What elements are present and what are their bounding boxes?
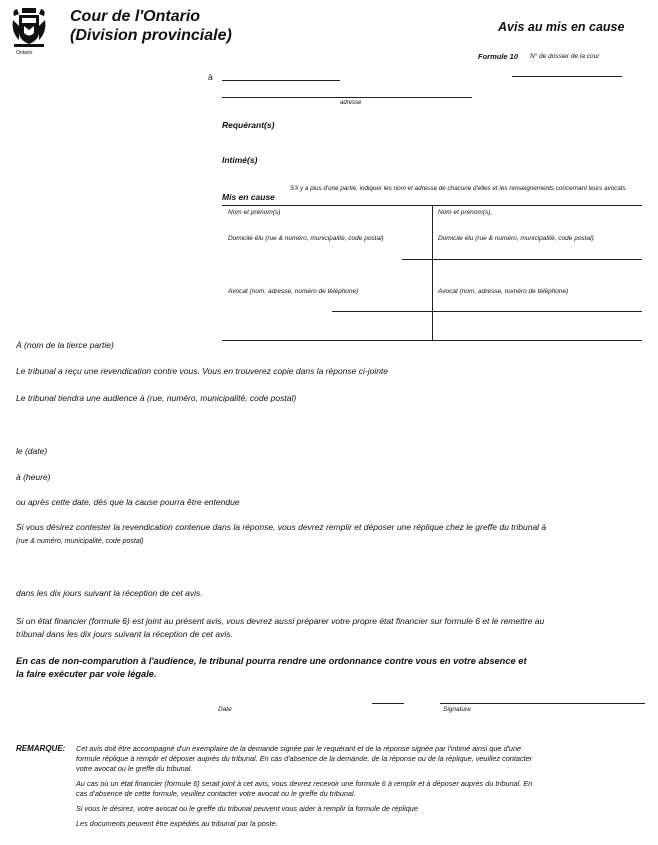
address-label: adresse [340,100,362,106]
remark-p4: Les documents peuvent être expédiés au tribunal par la poste. [76,819,278,828]
warning-text-line1: En cas de non-comparution à l'audience, le tribunal pourra rendre une ordonnance contre vous en votre absence et [16,656,527,666]
file-number-label: N° de dossier de la cour [530,53,600,60]
date-field-label: le (date) [16,446,48,456]
form-number: Formule 10 [478,52,519,61]
remarks-block [76,744,646,829]
financial-text-line2: tribunal dans les dix jours suivant la réception de cet avis. [16,629,233,639]
recipient-name-line[interactable] [222,80,340,81]
remarks-label: REMARQUE: [16,744,66,753]
remark-p2-line1: Au cas où un état financier (formule 6) serait joint à cet avis, vous devrez recevoir une formule 6 à remplir et à déposer auprès du tribunal. En [76,779,533,788]
domicile-label-right: Domicile élu (rue & numéro, municipalité, code postal) [438,235,594,242]
domicile-label-left: Domicile élu (rue & numéro, municipalité, code postal) [228,235,384,242]
third-party-table [222,205,642,341]
ontario-crest-logo [10,6,48,56]
hour-field-label: à (heure) [16,472,51,482]
third-party-note: S'il y a plus d'une partie, indiquer les nom et adresse de chacune d'elles et les renseignements concernant leurs avocats [290,185,626,192]
name-label-left: Nom et prénom(s) [228,209,281,216]
date-signature-line[interactable] [372,703,404,704]
to-third-party: À (nom de la tierce partie) [16,340,114,350]
signature-label: Signature [443,706,471,713]
signature-line[interactable] [440,703,645,704]
lawyer-label-left: Avocat (nom, adresse, numéro de téléphone) [228,288,359,295]
crest-label: Ontario [16,50,33,56]
a-label: à [208,72,213,82]
contest-text-line1: Si vous désirez contester la revendication contenue dans la réponse, vous devrez remplir et déposer une réplique chez le greffe du tribunal à [16,522,547,532]
remark-p1-line3: votre avocat ou le greffe du tribunal. [76,764,193,773]
claim-text: Le tribunal a reçu une revendication contre vous. Vous en trouverez copie dans la réponse ci-jointe [16,366,389,376]
court-name-line2: (Division provinciale) [70,27,232,44]
or-after-text: ou après cette date, dès que la cause pourra être entendue [16,497,240,507]
warning-text-line2: la faire exécuter par voie légale. [16,669,157,679]
name-label-right: Nom et prénom(s), [438,209,493,216]
third-party-label: Mis en cause [222,192,275,202]
remark-p3: Si vous le désirez, votre avocat ou le greffe du tribunal peuvent vous aider à remplir la formule de réplique [76,804,418,813]
remark-p2-line2: cas d'absence de cette formule, veuillez contacter votre avocat ou le greffe du tribunal. [76,789,356,798]
hearing-text: Le tribunal tiendra une audience à (rue, numéro, municipalité, code postal) [16,393,297,403]
lawyer-label-right: Avocat (nom, adresse, numéro de téléphone) [438,288,569,295]
financial-text-line1: Si un état financier (formule 6) est joint au présent avis, vous devrez aussi préparer votre propre état financier sur formule 6 et le remettre au [16,616,545,626]
crest-icon [10,6,48,50]
court-name-line1: Cour de l'Ontario [70,8,201,25]
respondent-label: Intimé(s) [222,155,258,165]
ten-days-text: dans les dix jours suivant la réception de cet avis. [16,588,203,598]
applicant-label: Requérant(s) [222,120,275,130]
contest-text-line2: (rue & numéro, municipalité, code postal) [16,538,144,545]
date-sign-label: Date [218,706,232,713]
remark-p1-line1: Cet avis doit être accompagné d'un exemplaire de la demande signée par le requérant et de la réponse signée par l'intimé ainsi que d'une [76,744,522,753]
form-title: Avis au mis en cause [498,20,625,34]
file-number-line[interactable] [512,76,622,77]
remark-p1-line2: formule réplique à remplir et déposer auprès du tribunal. En cas d'absence de la demande, de la réponse ou de la réplique, veuillez contacter [76,754,533,763]
address-line[interactable] [222,97,472,98]
